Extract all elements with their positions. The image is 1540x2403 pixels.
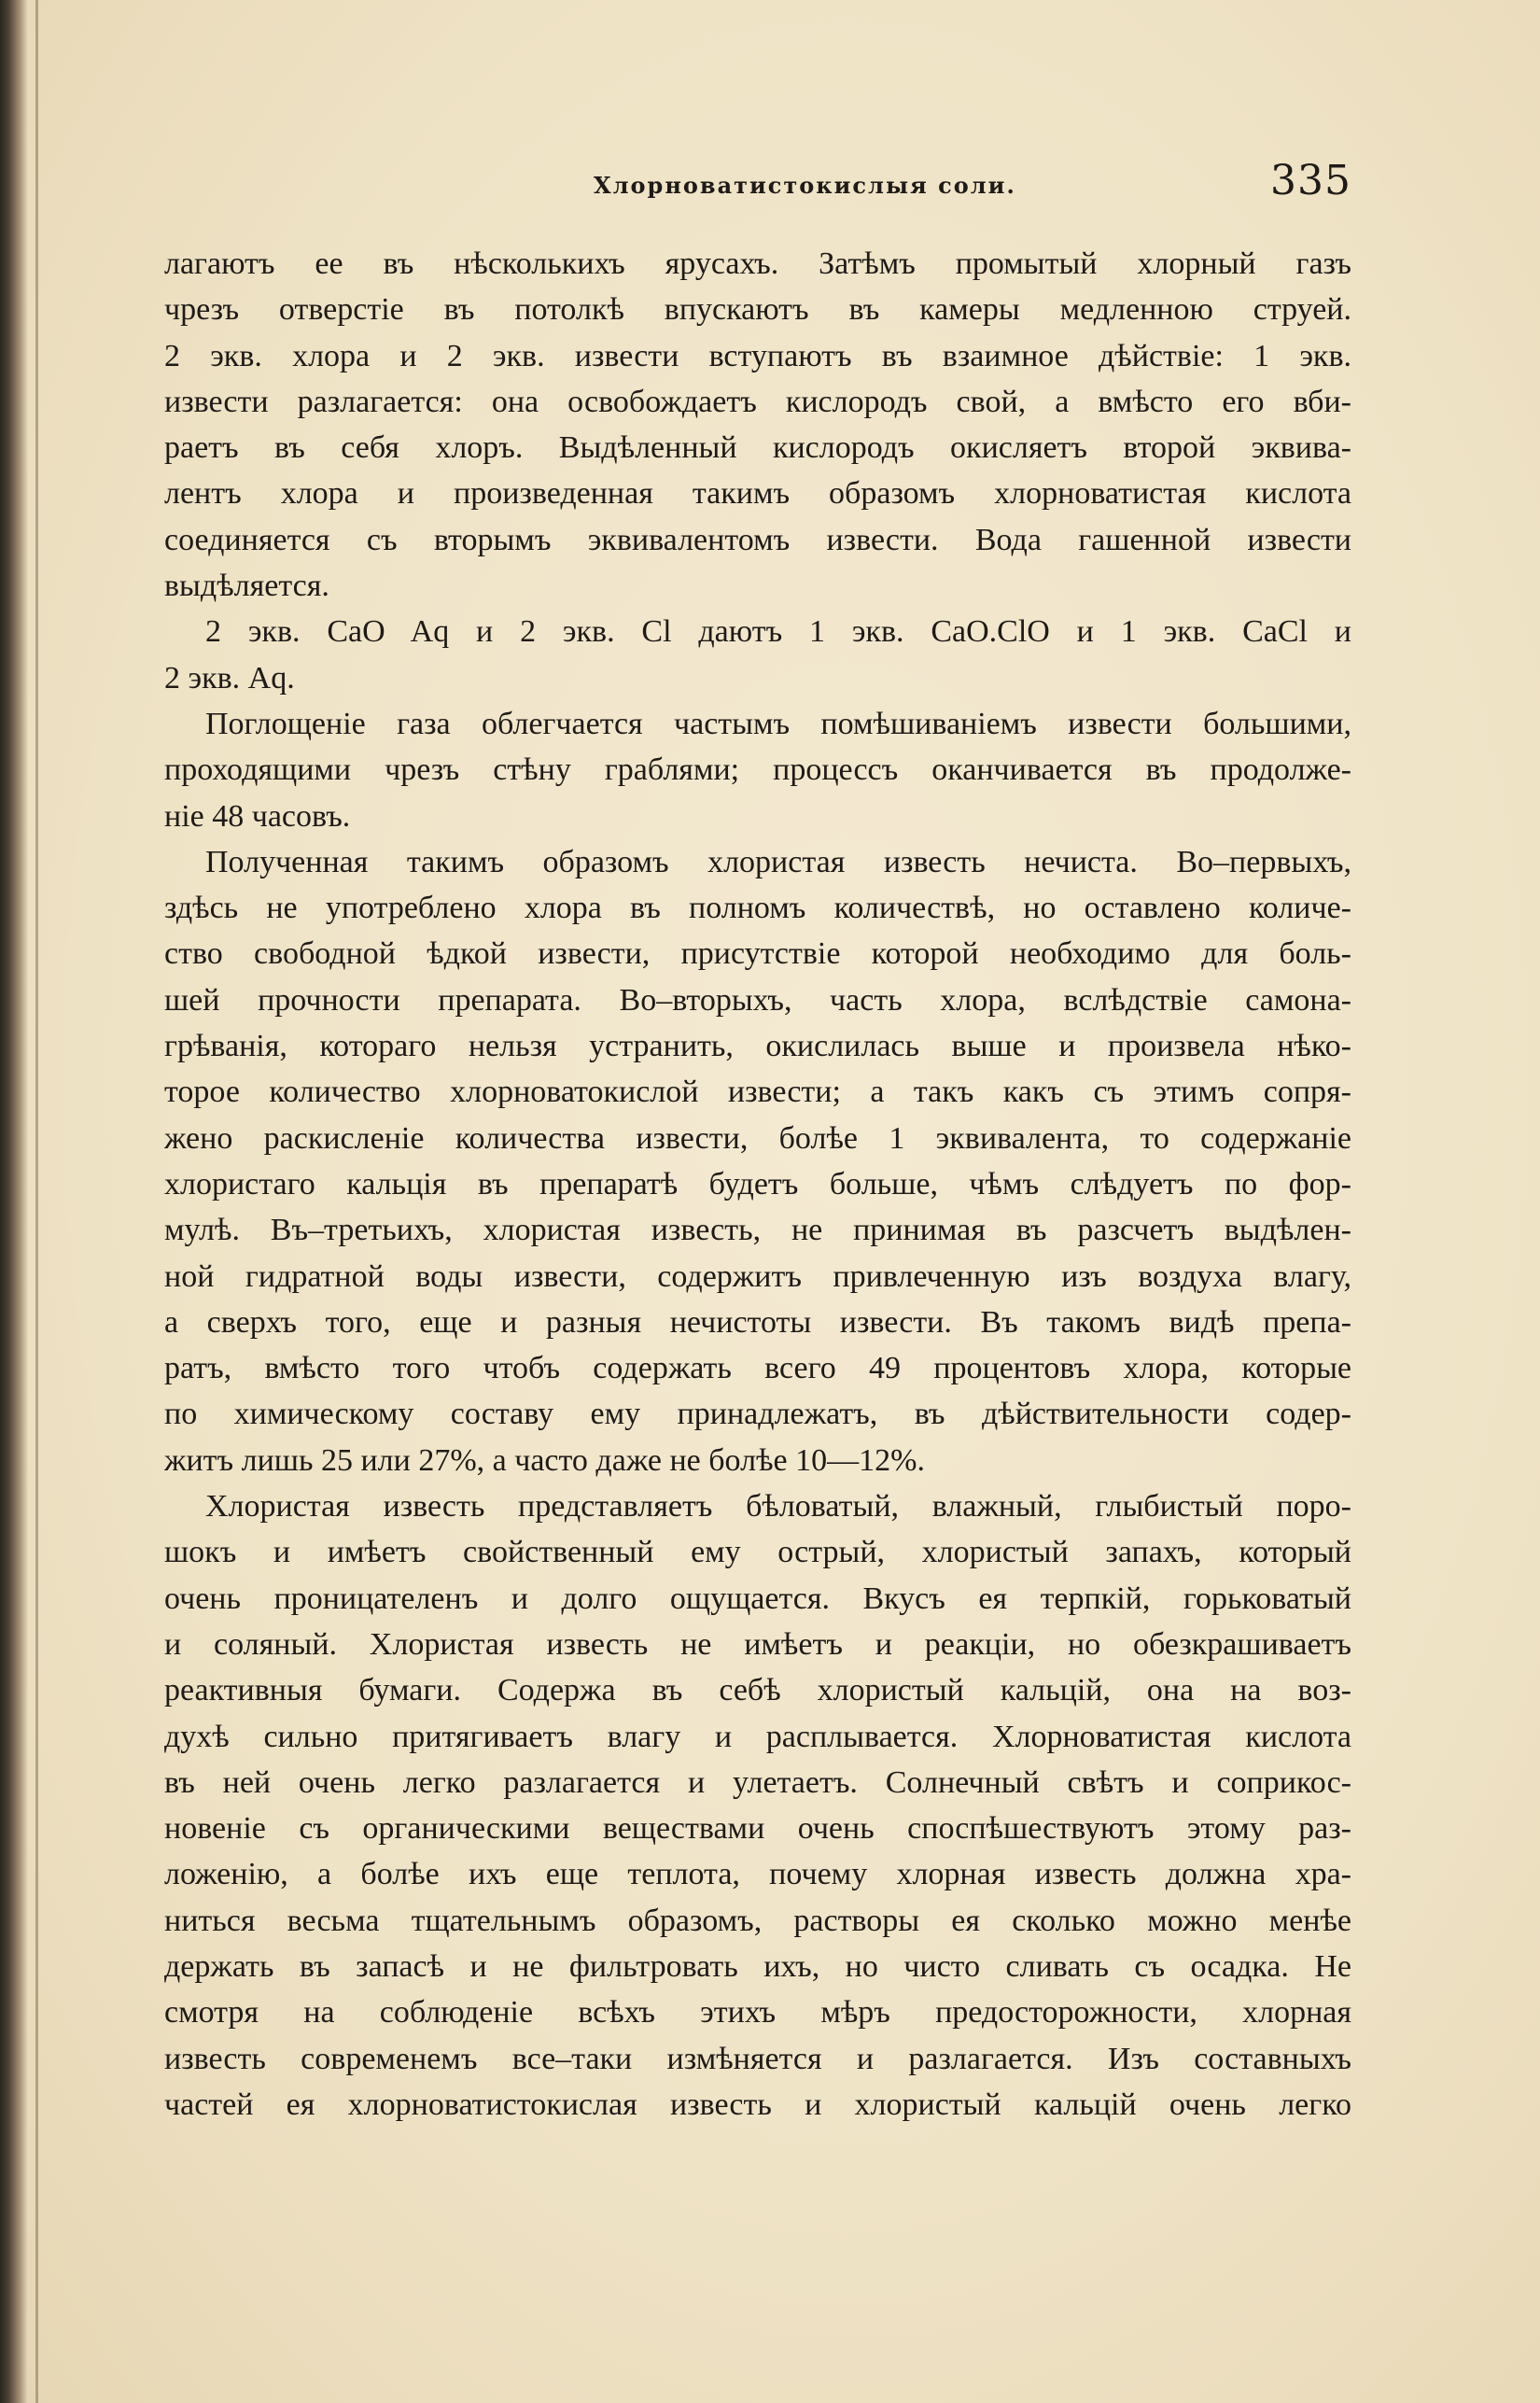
text-line: мулѣ. Въ–третьихъ, хлористая известь, не принимая въ разсчетъ выдѣлен- (164, 1213, 1351, 1248)
text-line: а сверхъ того, еще и разныя нечистоты извести. Въ такомъ видѣ препа- (164, 1304, 1351, 1340)
text-line: 2 экв. CaO Aq и 2 экв. Cl даютъ 1 экв. CaO.ClO и 1 экв. CaCl и (205, 614, 1351, 650)
text-line: шей прочности препарата. Во–вторыхъ, часть хлора, вслѣдствіе самона- (164, 982, 1351, 1018)
text-line: хлористаго кальція въ препаратѣ будетъ больше, чѣмъ слѣдуетъ по фор- (164, 1166, 1351, 1202)
text-line: смотря на соблюденіе всѣхъ этихъ мѣръ предосторожности, хлорная (164, 1995, 1351, 2031)
text-line: торое количество хлорноватокислой извести; а такъ какъ съ этимъ сопря- (164, 1075, 1351, 1110)
text-line: ложенію, а болѣе ихъ еще теплота, почему хлорная известь должна хра- (164, 1857, 1351, 1892)
text-line: извести разлагается: она освобождаетъ кислородъ свой, а вмѣсто его вби- (164, 384, 1351, 419)
text-line: ство свободной ѣдкой извести, присутствіе которой необходимо для боль- (164, 936, 1351, 972)
text-line: ратъ, вмѣсто того чтобъ содержать всего 49 процентовъ хлора, которые (164, 1351, 1351, 1386)
text-line: ной гидратной воды извести, содержитъ привлеченную изъ воздуха влагу, (164, 1258, 1351, 1294)
text-line: шокъ и имѣетъ свойственный ему острый, хлористый запахъ, который (164, 1535, 1351, 1570)
text-line: здѣсь не употреблено хлора въ полномъ количествѣ, но оставлено количе- (164, 891, 1351, 926)
text-line: Полученная такимъ образомъ хлористая известь нечиста. Во–первыхъ, (205, 844, 1351, 879)
text-line: лагаютъ ее въ нѣсколькихъ ярусахъ. Затѣмъ промытый хлорный газъ (164, 246, 1351, 281)
text-line: частей ея хлорноватистокислая известь и хлористый кальцій очень легко (164, 2087, 1351, 2122)
text-line: въ ней очень легко разлагается и улетаетъ. Солнечный свѣтъ и соприкос- (164, 1764, 1351, 1800)
text-line: житъ лишь 25 или 27%, а часто даже не болѣе 10—12%. (164, 1442, 925, 1478)
text-line: очень проницателенъ и долго ощущается. Вкусъ ея терпкій, горьковатый (164, 1581, 1351, 1616)
running-title: Хлорноватистокислыя соли. (594, 172, 1016, 199)
text-line: выдѣляется. (164, 569, 329, 604)
text-line: жено раскисленіе количества извести, болѣе 1 эквивалента, то содержаніе (164, 1120, 1351, 1156)
text-line: 2 экв. хлора и 2 экв. извести вступаютъ въ взаимное дѣйствіе: 1 экв. (164, 338, 1351, 373)
text-line: ниться весьма тщательнымъ образомъ, растворы ея сколько можно менѣе (164, 1903, 1351, 1938)
page-header (164, 157, 1351, 213)
text-line: и соляный. Хлористая известь не имѣетъ и реакціи, но обезкрашиваетъ (164, 1626, 1351, 1662)
body-text (164, 241, 1351, 2128)
page-number: 335 (1270, 157, 1351, 204)
text-line: ніе 48 часовъ. (164, 798, 351, 834)
text-line: грѣванія, котораго нельзя устранить, окислилась выше и произвела нѣко- (164, 1029, 1351, 1064)
text-line: соединяется съ вторымъ эквивалентомъ извести. Вода гашенной извести (164, 522, 1351, 557)
text-line: духѣ сильно притягиваетъ влагу и расплывается. Хлорноватистая кислота (164, 1719, 1351, 1754)
text-line: 2 экв. Aq. (164, 660, 295, 696)
text-line: чрезъ отверстіе въ потолкѣ впускаютъ въ камеры медленною струей. (164, 292, 1351, 328)
text-line: Поглощеніе газа облегчается частымъ помѣшиваніемъ извести большими, (205, 706, 1351, 741)
text-line: реактивныя бумаги. Содержа въ себѣ хлористый кальцій, она на воз- (164, 1673, 1351, 1708)
text-line: раетъ въ себя хлоръ. Выдѣленный кислородъ окисляетъ второй эквива- (164, 430, 1351, 466)
text-line: лентъ хлора и произведенная такимъ образомъ хлорноватистая кислота (164, 476, 1351, 512)
text-line: по химическому составу ему принадлежатъ, въ дѣйствительности содер- (164, 1397, 1351, 1432)
book-spine-shadow (0, 0, 28, 2403)
text-line: новеніе съ органическими веществами очень споспѣшествуютъ этому раз- (164, 1811, 1351, 1847)
page-edge-line (35, 0, 38, 2403)
text-line: держать въ запасѣ и не фильтровать ихъ, но чисто сливать съ осадка. Не (164, 1948, 1351, 1984)
text-line: Хлористая известь представляетъ бѣловатый, влажный, глыбистый поро- (205, 1489, 1351, 1525)
text-line: проходящими чрезъ стѣну граблями; процессъ оканчивается въ продолже- (164, 752, 1351, 788)
text-line: известь современемъ все–таки измѣняется и разлагается. Изъ составныхъ (164, 2041, 1351, 2076)
